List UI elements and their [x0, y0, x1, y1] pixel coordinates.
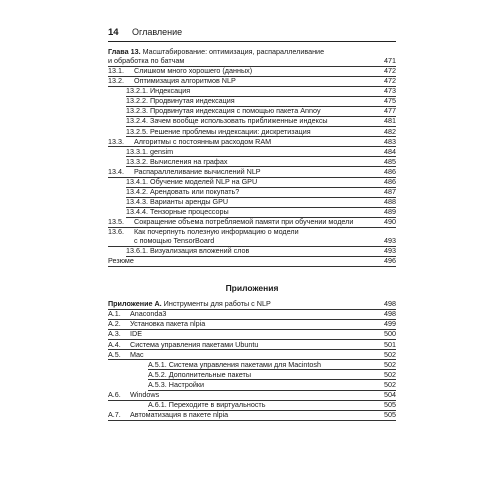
toc-entry-title [126, 147, 376, 158]
toc-entry-title [126, 96, 376, 107]
toc-entry-text: 13.4.2. Арендовать или покупать? [126, 187, 240, 197]
toc-entry-page: 502 [384, 349, 396, 359]
toc-entry [108, 380, 396, 390]
toc-entry-title [108, 137, 376, 147]
toc-entry [108, 320, 396, 330]
toc-entry-text: Автоматизация в пакете nlpia [130, 410, 229, 420]
running-head-title: Оглавление [132, 27, 183, 37]
toc-entry [108, 411, 396, 421]
toc-entry-title [108, 410, 376, 420]
toc-entry-title [108, 217, 376, 227]
toc-entry-number: A.4. [108, 339, 121, 349]
toc-entry-number: 13.1. [108, 66, 124, 75]
toc-entry [108, 107, 396, 117]
toc-entry-number: 13.4. [108, 166, 124, 176]
toc-entry-title [108, 76, 376, 86]
toc-entry-title [108, 228, 376, 245]
toc-entry-text: A.5.3. Настройки [148, 379, 205, 389]
appendix-a-entry [108, 300, 396, 310]
toc-entry-title [108, 350, 376, 360]
toc-entry-title [148, 400, 376, 411]
toc-entry-text: IDE [130, 329, 142, 339]
toc-entry-title [148, 380, 376, 391]
toc-entry-page: 493 [376, 246, 396, 257]
toc-entry [108, 147, 396, 157]
toc-entry-page: 483 [384, 136, 396, 146]
toc-entry-page: 493 [384, 235, 396, 245]
toc-entry-text: Резюме [108, 256, 134, 266]
toc-entry-number: 13.2. [108, 76, 124, 86]
toc-entry [108, 127, 396, 137]
chapter-13-page: 471 [384, 55, 396, 65]
toc-entry-title [108, 66, 376, 76]
toc-entry [108, 247, 396, 257]
toc-entry-title [108, 329, 376, 339]
toc-entry-page: 502 [376, 370, 396, 381]
toc-entry-page: 500 [384, 329, 396, 339]
toc-entry [108, 167, 396, 177]
toc-entry [108, 401, 396, 411]
toc-entry-page: 488 [376, 197, 396, 208]
toc-entry-text: 13.2.4. Зачем вообще использовать приближенные индексы [126, 116, 328, 126]
toc-entry-text: 13.2.5. Решение проблемы индексации: дискретизация [126, 126, 311, 136]
toc-entry-text: Как почерпнуть полезную информацию о модели [134, 228, 299, 237]
toc-entry [108, 188, 396, 198]
toc-entry [108, 198, 396, 208]
toc-entry-title [148, 360, 376, 371]
toc-entry [108, 330, 396, 340]
toc-entry-number: A.3. [108, 329, 121, 339]
toc-page [108, 27, 396, 421]
toc-entry-text: 13.6.1. Визуализация вложений слов [126, 246, 250, 255]
toc-entry-title [126, 116, 376, 127]
chapter-13-title: Глава 13. Масштабирование: оптимизация, распараллеливание и обработка по батчам [108, 48, 325, 65]
toc-entry-text: 13.2.1. Индексация [126, 86, 191, 96]
appendix-heading: Приложения [225, 282, 279, 293]
toc-entry-title [108, 256, 376, 266]
toc-entry-title [126, 157, 376, 168]
toc-entry [108, 218, 396, 228]
toc-entry [108, 360, 396, 370]
toc-entry-title [126, 177, 376, 188]
toc-entry [108, 117, 396, 127]
toc-entry-page: 481 [376, 116, 396, 127]
toc-entry-text: Anaconda3 [130, 309, 167, 319]
toc-entry-text: Установка пакета nlpia [130, 319, 206, 329]
toc-entry-page: 501 [384, 339, 396, 349]
toc-entry-number: 13.6. [108, 228, 124, 237]
toc-entry-page: 504 [384, 390, 396, 400]
toc-entry [108, 77, 396, 87]
toc-entry-text: 13.3.2. Вычисления на графах [126, 156, 228, 166]
toc-entry [108, 157, 396, 167]
toc-entry-page: 472 [384, 76, 396, 86]
toc-entry-text: 13.2.2. Продвинутая индексация [126, 96, 235, 106]
toc-entry-page: 502 [376, 380, 396, 391]
toc-entry-text: Распараллеливание вычислений NLP [134, 166, 261, 176]
toc-entry [108, 228, 396, 247]
toc-entry-page: 482 [376, 127, 396, 138]
toc-entry-title [126, 187, 376, 198]
toc-entry-page: 473 [376, 86, 396, 97]
toc-entry-page: 489 [376, 207, 396, 218]
toc-entry-number: 13.3. [108, 136, 124, 146]
toc-entry-page: 496 [384, 256, 396, 266]
toc-entry-text: Mac [130, 349, 144, 359]
toc-entry-title [108, 390, 376, 400]
toc-entry [108, 178, 396, 188]
toc-entry-text: 13.4.1. Обучение моделей NLP на GPU [126, 177, 258, 187]
toc-entry-number: A.5. [108, 349, 121, 359]
toc-entry [108, 67, 396, 77]
toc-entry [108, 391, 396, 401]
toc-entry-text-cont: с помощью TensorBoard [134, 235, 215, 245]
toc-entry-title [108, 167, 376, 177]
toc-entry [108, 340, 396, 350]
toc-entry-page: 505 [376, 400, 396, 411]
toc-entry-page: 499 [384, 319, 396, 329]
toc-entry-text: Сокращение объема потребляемой памяти при обучении модели [134, 217, 354, 227]
toc-entry-page: 486 [376, 177, 396, 188]
table-of-contents [108, 48, 396, 421]
toc-entry-title [108, 319, 376, 329]
toc-entry-page: 505 [384, 410, 396, 420]
toc-entry-title [126, 207, 376, 218]
running-head [108, 27, 396, 42]
toc-entry-page: 490 [384, 217, 396, 227]
toc-entry-title [126, 127, 376, 138]
toc-entry-text: Windows [130, 390, 160, 400]
toc-entry-text: A.5.1. Система управления пакетами для Macintosh [148, 359, 321, 369]
toc-entry-text: Оптимизация алгоритмов NLP [134, 76, 236, 86]
toc-entry [108, 257, 396, 267]
toc-entry-text: 13.4.4. Тензорные процессоры [126, 207, 229, 217]
toc-entry [108, 208, 396, 218]
toc-entry-text: 13.4.3. Варианты аренды GPU [126, 197, 229, 207]
toc-entry-page: 502 [376, 360, 396, 371]
toc-entry-text: Алгоритмы с постоянным расходом RAM [134, 136, 272, 146]
toc-entry [108, 137, 396, 147]
toc-entry-title [148, 370, 376, 381]
toc-entry-text: A.6.1. Переходите в виртуальность [148, 400, 266, 410]
toc-entry-number: 13.5. [108, 217, 124, 227]
toc-entry-number: A.7. [108, 410, 121, 420]
toc-entry-page: 485 [376, 157, 396, 168]
toc-entry-number: A.2. [108, 319, 121, 329]
toc-entry-page: 498 [384, 309, 396, 319]
toc-entry-text: 13.2.3. Продвинутая индексация с помощью пакета Annoy [126, 106, 321, 116]
appendix-a-page: 498 [384, 299, 396, 309]
toc-entry [108, 350, 396, 360]
toc-entry-number: A.6. [108, 390, 121, 400]
toc-entry-title [126, 246, 376, 257]
toc-entry-title [126, 86, 376, 97]
chapter-13-entry [108, 48, 396, 67]
toc-entry-title [108, 309, 376, 319]
toc-entry-title [126, 197, 376, 208]
toc-entry-page: 486 [384, 166, 396, 176]
toc-entry-page: 472 [384, 66, 396, 75]
toc-entry-title [126, 106, 376, 117]
toc-entry-text: A.5.2. Дополнительные пакеты [148, 369, 251, 379]
toc-entry-page: 475 [376, 96, 396, 107]
toc-entry-page: 487 [376, 187, 396, 198]
toc-entry-text: 13.3.1. gensim [126, 146, 174, 156]
toc-entry [108, 370, 396, 380]
appendix-a-title: Приложение А. Инструменты для работы с NLP [108, 299, 271, 309]
page-number: 14 [108, 27, 119, 38]
toc-entry-text: Система управления пакетами Ubuntu [130, 339, 259, 349]
toc-entry-page: 477 [376, 106, 396, 117]
toc-entry-text: Слишком много хорошего (данных) [134, 66, 253, 75]
toc-entry [108, 87, 396, 97]
toc-entry [108, 97, 396, 107]
toc-entry-title [108, 340, 376, 350]
toc-entry-number: A.1. [108, 309, 121, 319]
toc-entry [108, 310, 396, 320]
toc-entry-page: 484 [376, 147, 396, 158]
